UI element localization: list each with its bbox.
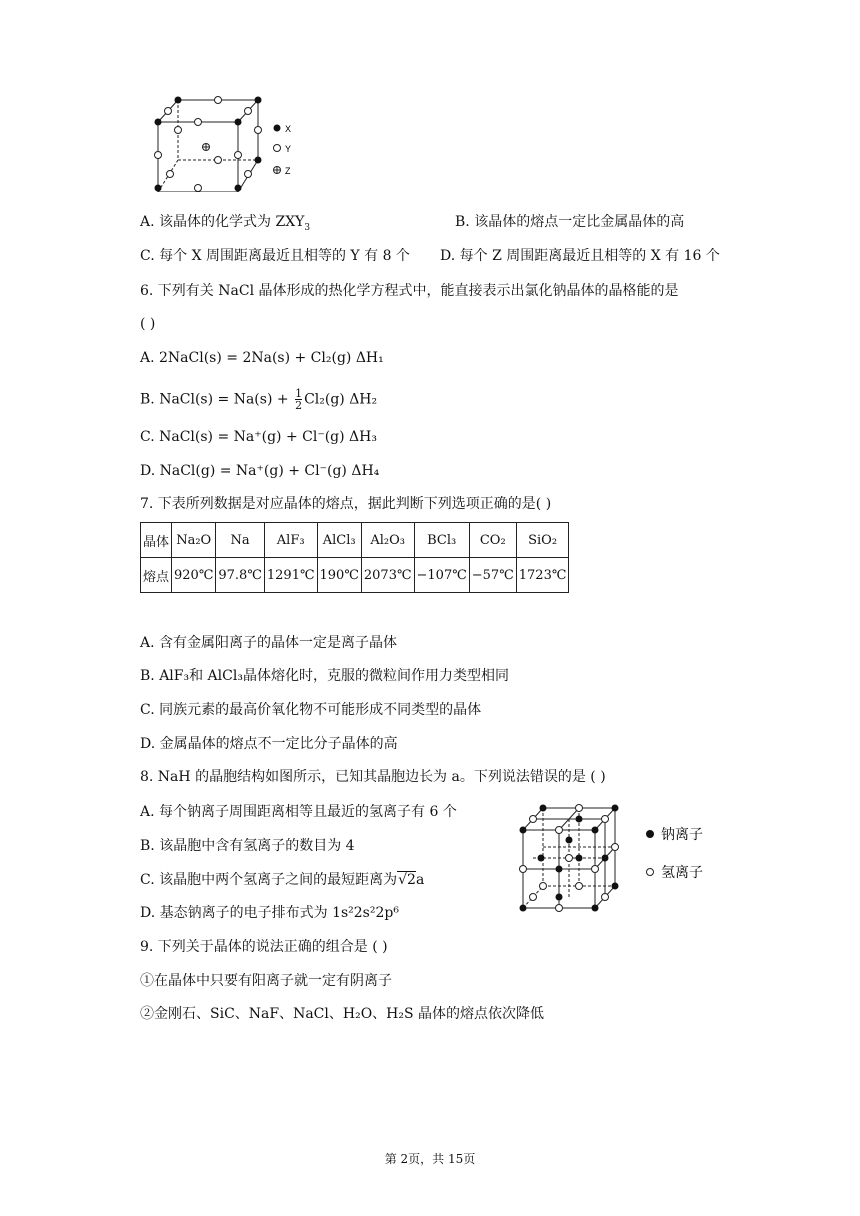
table-cell: Na₂O bbox=[172, 523, 216, 558]
table-cell: −107℃ bbox=[414, 558, 469, 593]
table-cell: Na bbox=[216, 523, 265, 558]
q8-option-d: D. 基态钠离子的电子排布式为 1s²2s²2p⁶ bbox=[140, 905, 399, 921]
table-cell: SiO₂ bbox=[516, 523, 569, 558]
q7-option-c: C. 同族元素的最高价氧化物不可能形成不同类型的晶体 bbox=[140, 702, 482, 718]
table-row-melting-point bbox=[141, 558, 569, 593]
q6-stem: 6. 下列有关 NaCl 晶体形成的热化学方程式中，能直接表示出氯化钠晶体的晶格能的是 bbox=[140, 283, 679, 299]
table-cell: 晶体 bbox=[141, 523, 172, 558]
melting-point-table bbox=[140, 522, 569, 593]
table-cell: 97.8℃ bbox=[216, 558, 265, 593]
q7-option-a: A. 含有金属阳离子的晶体一定是离子晶体 bbox=[140, 635, 398, 651]
nah-cell-figure bbox=[515, 802, 715, 914]
q7-stem: 7. 下表所列数据是对应晶体的熔点，据此判断下列选项正确的是( ) bbox=[140, 496, 552, 512]
table-cell: CO₂ bbox=[469, 523, 516, 558]
legend-y: Y bbox=[285, 144, 292, 154]
table-cell: AlF₃ bbox=[264, 523, 317, 558]
q6-paren: ( ) bbox=[140, 316, 156, 332]
table-cell: Al₂O₃ bbox=[361, 523, 414, 558]
q9-statement-2: ②金刚石、SiC、NaF、NaCl、H₂O、H₂S 晶体的熔点依次降低 bbox=[140, 1006, 545, 1022]
q7-option-b: B. AlF₃和 AlCl₃晶体熔化时，克服的微粒间作用力类型相同 bbox=[140, 668, 509, 684]
legend-sodium-ion: 钠离子 bbox=[661, 827, 703, 843]
table-cell: 2073℃ bbox=[361, 558, 414, 593]
table-cell: −57℃ bbox=[469, 558, 516, 593]
crystal-cell-figure-xyz bbox=[150, 92, 300, 192]
legend-x: X bbox=[285, 124, 292, 134]
table-cell: 熔点 bbox=[141, 558, 172, 593]
q8-option-c: C. 该晶胞中两个氢离子之间的最短距离为√2a bbox=[140, 872, 425, 888]
table-cell: 190℃ bbox=[317, 558, 361, 593]
table-cell: 1291℃ bbox=[264, 558, 317, 593]
q8-stem: 8. NaH 的晶胞结构如图所示，已知其晶胞边长为 a。下列说法错误的是 ( ) bbox=[140, 769, 606, 785]
q5-option-d: D. 每个 Z 周围距离最近且相等的 X 有 16 个 bbox=[440, 248, 720, 264]
table-cell: 920℃ bbox=[172, 558, 216, 593]
table-cell: 1723℃ bbox=[516, 558, 569, 593]
q9-stem: 9. 下列关于晶体的说法正确的组合是 ( ) bbox=[140, 939, 388, 955]
table-cell: AlCl₃ bbox=[317, 523, 361, 558]
q6-option-b: B. NaCl(s) = Na(s) + $\frac{1}{2}$ Cl₂(g) ΔH₂ bbox=[140, 387, 378, 412]
q5-option-a: A. 该晶体的化学式为 $ZXY_3$ bbox=[140, 214, 311, 233]
q5-option-b: B. 该晶体的熔点一定比金属晶体的高 bbox=[455, 214, 685, 230]
legend-z: Z bbox=[285, 166, 291, 176]
table-cell: BCl₃ bbox=[414, 523, 469, 558]
q6-option-a: A. 2NaCl(s) = 2Na(s) + Cl₂(g) ΔH₁ bbox=[140, 350, 384, 366]
q8-option-b: B. 该晶胞中含有氢离子的数目为 4 bbox=[140, 838, 355, 854]
table-row-crystal bbox=[141, 523, 569, 558]
q6-option-c: C. NaCl(s) = Na⁺(g) + Cl⁻(g) ΔH₃ bbox=[140, 429, 377, 445]
q8-option-a: A. 每个钠离子周围距离相等且最近的氢离子有 6 个 bbox=[140, 804, 457, 820]
q5-option-c: C. 每个 X 周围距离最近且相等的 Y 有 8 个 bbox=[140, 248, 410, 264]
q6-option-d: D. NaCl(g) = Na⁺(g) + Cl⁻(g) ΔH₄ bbox=[140, 463, 380, 479]
q9-statement-1: ①在晶体中只要有阳离子就一定有阴离子 bbox=[140, 973, 392, 989]
q7-option-d: D. 金属晶体的熔点不一定比分子晶体的高 bbox=[140, 736, 398, 752]
legend-hydride-ion: 氢离子 bbox=[661, 865, 703, 881]
page-footer: 第 2页，共 15页 bbox=[384, 1152, 476, 1166]
